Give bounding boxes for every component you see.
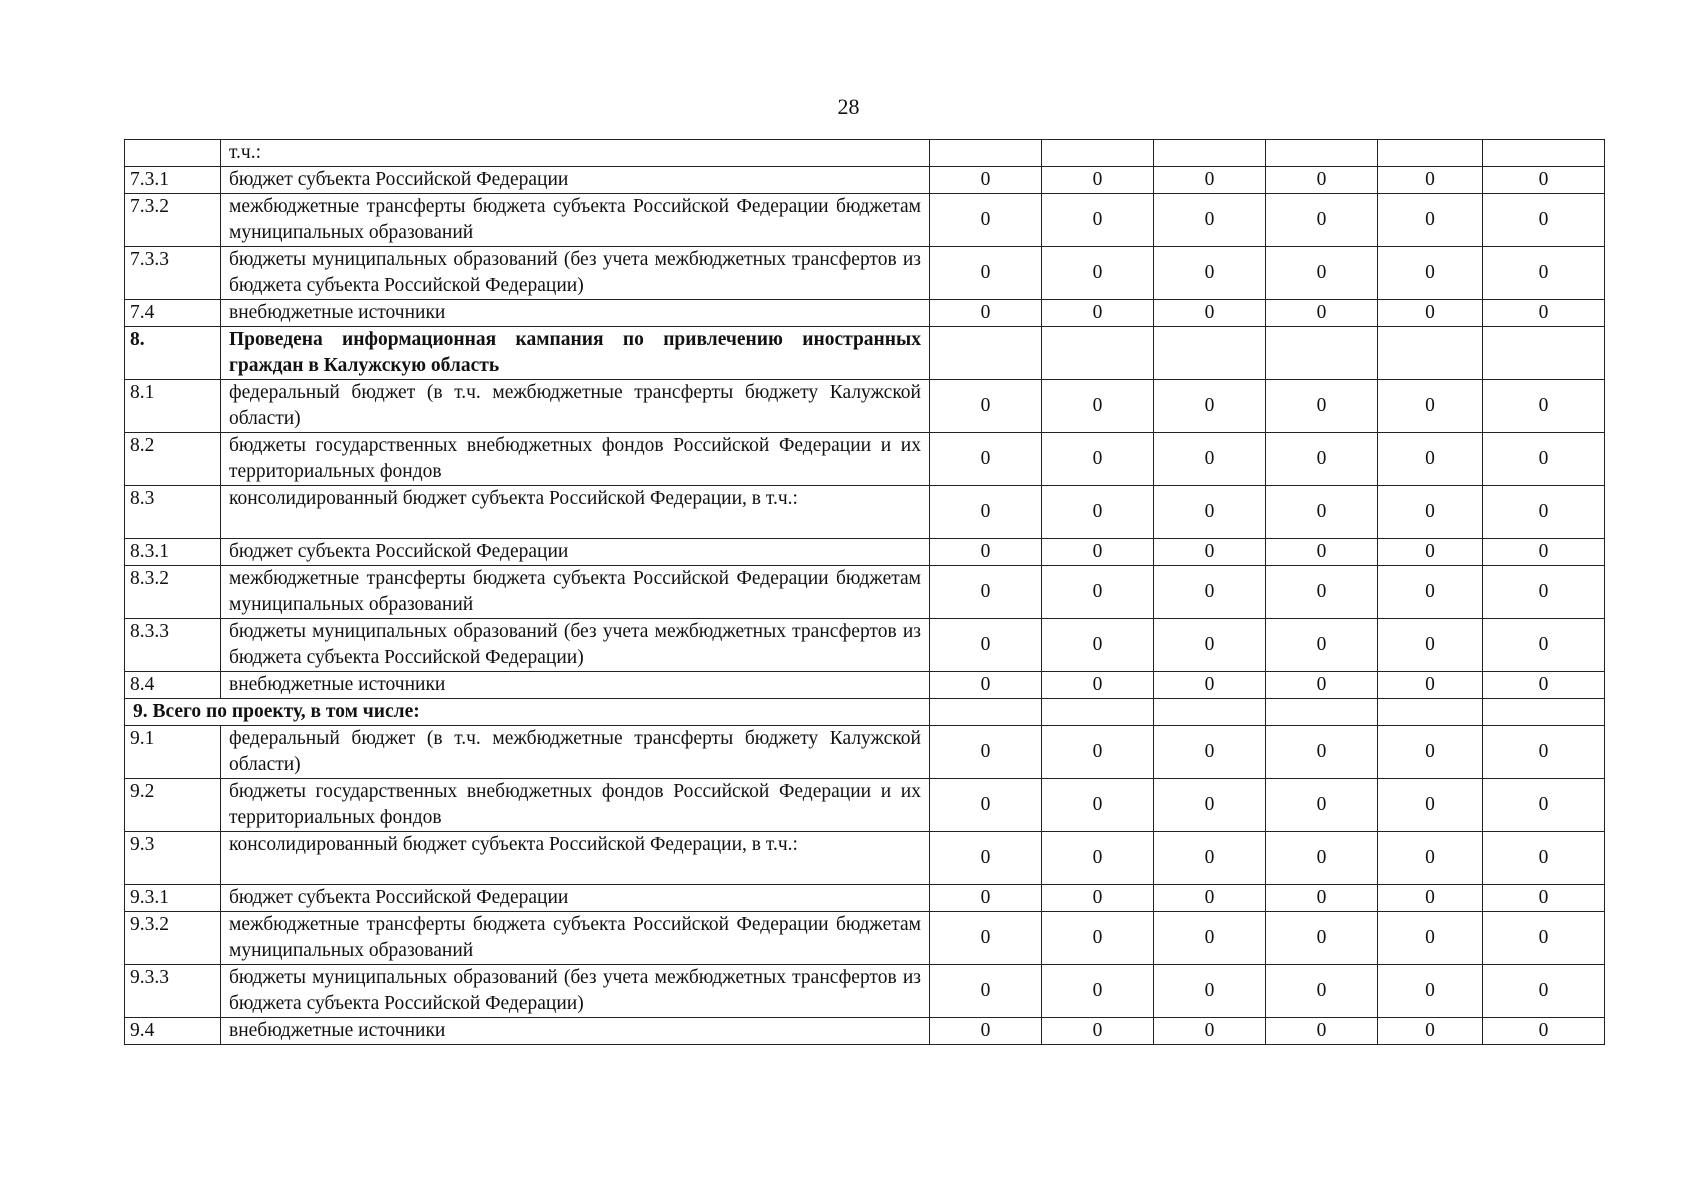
value-cell: 0 <box>930 300 1042 327</box>
value-cell: 0 <box>1483 965 1605 1018</box>
table-body <box>125 140 1605 1045</box>
table-row <box>125 539 1605 566</box>
value-cell <box>1266 699 1378 726</box>
value-cell: 0 <box>1483 486 1605 539</box>
value-cell: 0 <box>930 672 1042 699</box>
value-cell: 0 <box>1042 726 1154 779</box>
value-cell: 0 <box>1378 672 1483 699</box>
value-cell: 0 <box>1266 566 1378 619</box>
value-cell: 0 <box>1042 247 1154 300</box>
value-cell: 0 <box>1483 1018 1605 1045</box>
row-number: 7.4 <box>125 300 221 327</box>
row-number: 8.2 <box>125 433 221 486</box>
row-number: 8. <box>125 327 221 380</box>
row-description: бюджеты муниципальных образований (без учета межбюджетных трансфертов из бюджета субъекта Российской Федерации) <box>221 619 930 672</box>
value-cell: 0 <box>1483 619 1605 672</box>
value-cell: 0 <box>1378 433 1483 486</box>
table-row <box>125 380 1605 433</box>
value-cell: 0 <box>1378 247 1483 300</box>
value-cell: 0 <box>1042 619 1154 672</box>
value-cell <box>1266 140 1378 167</box>
value-cell <box>1154 140 1266 167</box>
value-cell: 0 <box>1154 300 1266 327</box>
value-cell: 0 <box>1154 726 1266 779</box>
row-number: 9.3 <box>125 832 221 885</box>
value-cell: 0 <box>1266 832 1378 885</box>
value-cell: 0 <box>1378 194 1483 247</box>
row-section-title: 9. Всего по проекту, в том числе: <box>125 699 930 726</box>
table-row <box>125 726 1605 779</box>
value-cell <box>1483 699 1605 726</box>
value-cell: 0 <box>1042 566 1154 619</box>
table-row <box>125 832 1605 885</box>
value-cell <box>1154 699 1266 726</box>
row-description: бюджеты государственных внебюджетных фондов Российской Федерации и их территориальных фондов <box>221 779 930 832</box>
value-cell: 0 <box>930 965 1042 1018</box>
table-row <box>125 140 1605 167</box>
table-row <box>125 194 1605 247</box>
value-cell: 0 <box>1378 167 1483 194</box>
value-cell: 0 <box>1483 539 1605 566</box>
table-row <box>125 433 1605 486</box>
row-number: 7.3.2 <box>125 194 221 247</box>
row-description: бюджеты государственных внебюджетных фондов Российской Федерации и их территориальных фондов <box>221 433 930 486</box>
value-cell: 0 <box>1154 912 1266 965</box>
row-number: 9.3.1 <box>125 885 221 912</box>
value-cell: 0 <box>1378 965 1483 1018</box>
value-cell: 0 <box>1483 433 1605 486</box>
value-cell: 0 <box>1154 539 1266 566</box>
value-cell: 0 <box>930 885 1042 912</box>
table-row <box>125 327 1605 380</box>
value-cell: 0 <box>930 726 1042 779</box>
value-cell: 0 <box>1266 672 1378 699</box>
value-cell: 0 <box>1483 300 1605 327</box>
row-number <box>125 140 221 167</box>
value-cell: 0 <box>1154 247 1266 300</box>
table-row <box>125 699 1605 726</box>
row-number: 9.1 <box>125 726 221 779</box>
value-cell: 0 <box>1483 779 1605 832</box>
row-description: межбюджетные трансферты бюджета субъекта Российской Федерации бюджетам муниципальных образований <box>221 566 930 619</box>
value-cell: 0 <box>1266 539 1378 566</box>
row-number: 8.1 <box>125 380 221 433</box>
value-cell: 0 <box>1266 247 1378 300</box>
row-description: федеральный бюджет (в т.ч. межбюджетные трансферты бюджету Калужской области) <box>221 726 930 779</box>
table-row <box>125 672 1605 699</box>
value-cell <box>1266 327 1378 380</box>
value-cell: 0 <box>1378 300 1483 327</box>
value-cell <box>1042 327 1154 380</box>
row-number: 9.3.3 <box>125 965 221 1018</box>
row-description: внебюджетные источники <box>221 1018 930 1045</box>
value-cell: 0 <box>930 194 1042 247</box>
value-cell: 0 <box>1154 566 1266 619</box>
value-cell: 0 <box>1266 726 1378 779</box>
page-number: 28 <box>837 94 860 119</box>
value-cell: 0 <box>1483 832 1605 885</box>
row-number: 9.2 <box>125 779 221 832</box>
table-row <box>125 247 1605 300</box>
value-cell: 0 <box>930 1018 1042 1045</box>
value-cell: 0 <box>1266 433 1378 486</box>
value-cell: 0 <box>1154 486 1266 539</box>
value-cell: 0 <box>1154 433 1266 486</box>
value-cell: 0 <box>1154 619 1266 672</box>
row-description: бюджеты муниципальных образований (без учета межбюджетных трансфертов из бюджета субъекта Российской Федерации) <box>221 247 930 300</box>
table-row <box>125 619 1605 672</box>
value-cell: 0 <box>1154 832 1266 885</box>
row-description: федеральный бюджет (в т.ч. межбюджетные трансферты бюджету Калужской области) <box>221 380 930 433</box>
value-cell: 0 <box>930 486 1042 539</box>
value-cell: 0 <box>1266 965 1378 1018</box>
value-cell <box>930 327 1042 380</box>
row-number: 8.3 <box>125 486 221 539</box>
value-cell <box>930 140 1042 167</box>
budget-table <box>124 139 1605 1045</box>
value-cell: 0 <box>1154 885 1266 912</box>
value-cell: 0 <box>1378 885 1483 912</box>
value-cell: 0 <box>930 539 1042 566</box>
value-cell: 0 <box>930 779 1042 832</box>
value-cell <box>1042 140 1154 167</box>
value-cell: 0 <box>1154 167 1266 194</box>
value-cell <box>1154 327 1266 380</box>
value-cell: 0 <box>1042 486 1154 539</box>
row-number: 8.3.2 <box>125 566 221 619</box>
value-cell: 0 <box>930 433 1042 486</box>
table-row <box>125 1018 1605 1045</box>
value-cell: 0 <box>1042 965 1154 1018</box>
value-cell: 0 <box>1483 726 1605 779</box>
value-cell: 0 <box>930 566 1042 619</box>
value-cell: 0 <box>1266 380 1378 433</box>
value-cell: 0 <box>1378 779 1483 832</box>
value-cell: 0 <box>930 619 1042 672</box>
value-cell: 0 <box>1378 380 1483 433</box>
value-cell: 0 <box>1483 167 1605 194</box>
row-description: консолидированный бюджет субъекта Российской Федерации, в т.ч.: <box>221 486 930 539</box>
value-cell: 0 <box>1154 779 1266 832</box>
table-row <box>125 965 1605 1018</box>
row-description: бюджет субъекта Российской Федерации <box>221 539 930 566</box>
row-description: внебюджетные источники <box>221 300 930 327</box>
value-cell: 0 <box>1378 486 1483 539</box>
value-cell: 0 <box>1483 672 1605 699</box>
row-number: 8.3.3 <box>125 619 221 672</box>
row-number: 8.3.1 <box>125 539 221 566</box>
value-cell: 0 <box>1266 300 1378 327</box>
table-row <box>125 779 1605 832</box>
value-cell: 0 <box>1378 832 1483 885</box>
value-cell: 0 <box>1042 167 1154 194</box>
row-description: консолидированный бюджет субъекта Российской Федерации, в т.ч.: <box>221 832 930 885</box>
value-cell: 0 <box>1154 965 1266 1018</box>
value-cell: 0 <box>1378 726 1483 779</box>
value-cell: 0 <box>1154 672 1266 699</box>
value-cell: 0 <box>1378 566 1483 619</box>
table-row <box>125 167 1605 194</box>
table-row <box>125 300 1605 327</box>
row-number: 8.4 <box>125 672 221 699</box>
value-cell: 0 <box>1042 433 1154 486</box>
value-cell: 0 <box>1042 380 1154 433</box>
value-cell: 0 <box>930 832 1042 885</box>
value-cell: 0 <box>1042 672 1154 699</box>
value-cell: 0 <box>1378 539 1483 566</box>
value-cell: 0 <box>1154 194 1266 247</box>
value-cell <box>1042 699 1154 726</box>
value-cell: 0 <box>1042 300 1154 327</box>
row-description: Проведена информационная кампания по привлечению иностранных граждан в Калужскую область <box>221 327 930 380</box>
row-number: 9.4 <box>125 1018 221 1045</box>
value-cell: 0 <box>1266 912 1378 965</box>
value-cell: 0 <box>930 380 1042 433</box>
value-cell: 0 <box>1378 912 1483 965</box>
value-cell <box>1378 140 1483 167</box>
value-cell: 0 <box>1266 779 1378 832</box>
value-cell: 0 <box>1042 832 1154 885</box>
value-cell: 0 <box>1154 380 1266 433</box>
row-description: межбюджетные трансферты бюджета субъекта Российской Федерации бюджетам муниципальных образований <box>221 912 930 965</box>
value-cell: 0 <box>1483 247 1605 300</box>
value-cell: 0 <box>930 167 1042 194</box>
value-cell: 0 <box>1266 1018 1378 1045</box>
table-row <box>125 885 1605 912</box>
value-cell: 0 <box>1154 1018 1266 1045</box>
value-cell: 0 <box>1266 486 1378 539</box>
value-cell: 0 <box>1378 619 1483 672</box>
value-cell: 0 <box>1378 1018 1483 1045</box>
row-description: внебюджетные источники <box>221 672 930 699</box>
row-description: межбюджетные трансферты бюджета субъекта Российской Федерации бюджетам муниципальных образований <box>221 194 930 247</box>
value-cell: 0 <box>1042 194 1154 247</box>
value-cell: 0 <box>1266 885 1378 912</box>
value-cell <box>1378 327 1483 380</box>
value-cell: 0 <box>1042 885 1154 912</box>
value-cell: 0 <box>930 912 1042 965</box>
value-cell: 0 <box>1042 539 1154 566</box>
value-cell: 0 <box>1042 779 1154 832</box>
row-number: 7.3.3 <box>125 247 221 300</box>
value-cell <box>930 699 1042 726</box>
row-number: 7.3.1 <box>125 167 221 194</box>
value-cell: 0 <box>1266 619 1378 672</box>
table-row <box>125 566 1605 619</box>
value-cell: 0 <box>1483 566 1605 619</box>
table-row <box>125 912 1605 965</box>
value-cell: 0 <box>1483 885 1605 912</box>
table-row <box>125 486 1605 539</box>
value-cell: 0 <box>1042 1018 1154 1045</box>
value-cell: 0 <box>1483 380 1605 433</box>
value-cell: 0 <box>1042 912 1154 965</box>
value-cell: 0 <box>1266 194 1378 247</box>
value-cell <box>1483 327 1605 380</box>
value-cell: 0 <box>930 247 1042 300</box>
row-number: 9.3.2 <box>125 912 221 965</box>
value-cell: 0 <box>1483 912 1605 965</box>
value-cell: 0 <box>1266 167 1378 194</box>
row-description: т.ч.: <box>221 140 930 167</box>
value-cell: 0 <box>1483 194 1605 247</box>
value-cell <box>1483 140 1605 167</box>
row-description: бюджеты муниципальных образований (без учета межбюджетных трансфертов из бюджета субъекта Российской Федерации) <box>221 965 930 1018</box>
value-cell <box>1378 699 1483 726</box>
row-description: бюджет субъекта Российской Федерации <box>221 167 930 194</box>
row-description: бюджет субъекта Российской Федерации <box>221 885 930 912</box>
